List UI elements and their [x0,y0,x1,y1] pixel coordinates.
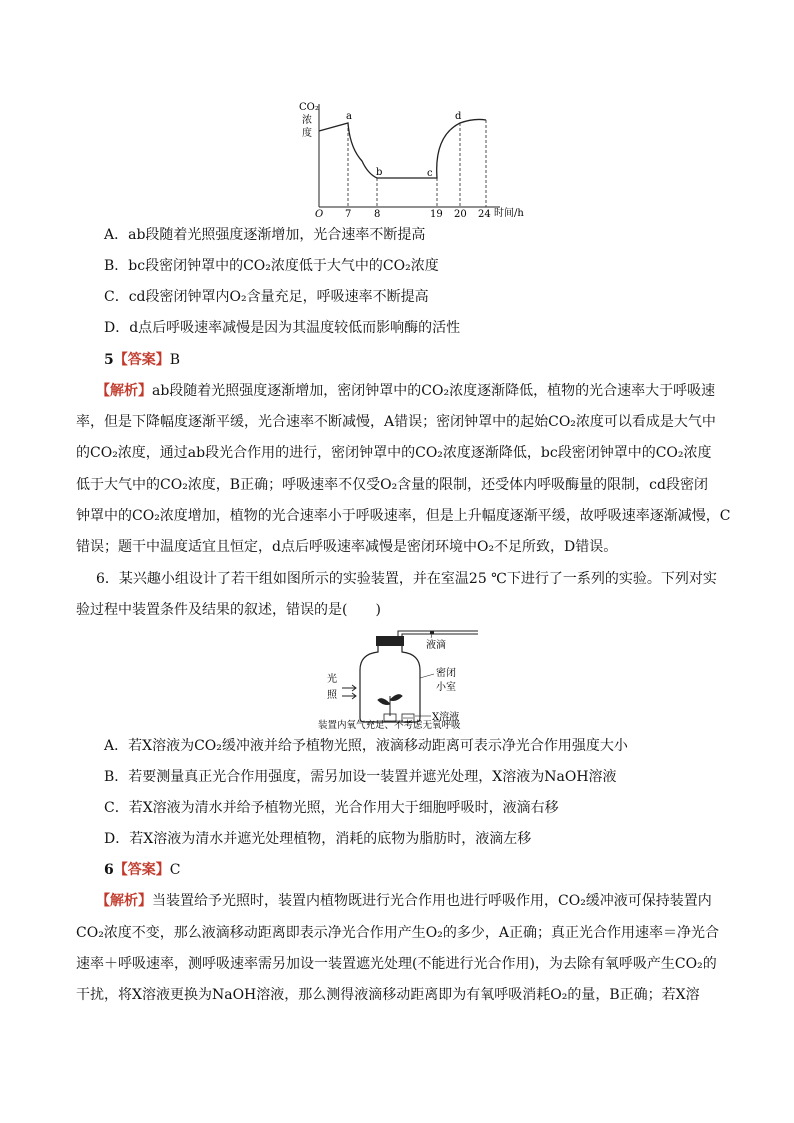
tick-20: 20 [454,209,467,220]
q5-option-d: D．d点后呼吸速率减慢是因为其温度较低而影响酶的活性 [104,320,461,336]
q6-answer-number: 6 [104,862,114,878]
q6-answer-tag: 【答案】 [113,862,170,878]
graph-curve [319,119,486,178]
chamber-label-2: 小室 [436,682,456,693]
q5-answer-number: 5 [104,352,114,368]
q6-option-c: C．若X溶液为清水并给予植物光照，光合作用大于细胞呼吸时，液滴右移 [104,800,559,816]
q6-option-a: A．若X溶液为CO₂缓冲液并给予植物光照，液滴移动距离可表示净光合作用强度大小 [104,738,628,754]
q6-analysis-line-2: CO₂浓度不变，那么液滴移动距离即表示净光合作用产生O₂的多少，A正确；真正光合作用速率＝净光合 [76,925,719,941]
light-label-1: 光 [327,674,337,685]
graph-origin: O [315,209,324,220]
tick-19: 19 [430,209,443,220]
figure-caption: 装置内氧气充足、不考虑无氧呼吸 [318,720,461,730]
q6-option-d: D．若X溶液为清水并遮光处理植物，消耗的底物为脂肪时，液滴左移 [104,831,532,847]
q6-answer [104,860,730,880]
q6-answer-value: C [169,862,181,878]
q5-option-c: C．cd段密闭钟罩内O₂含量充足，呼吸速率不断提高 [104,289,429,305]
q6-option-b: B．若要测量真正光合作用强度，需另加设一装置并遮光处理，X溶液为NaOH溶液 [104,769,617,785]
q6-analysis-tag: 【解析】 [96,893,152,909]
q5-analysis-line-4: 低于大气中的CO₂浓度，B正确；呼吸速率不仅受O₂含量的限制，还受体内呼吸酶量的限制，cd段密闭 [76,477,708,493]
q5-answer-value: B [169,352,181,368]
graph-y-label-2: 浓 [302,115,312,126]
chamber-label-1: 密闭 [436,668,456,679]
q6-analysis-line-4: 干扰，将X溶液更换为NaOH溶液，那么测得液滴移动距离即为有氧呼吸消耗O₂的量，B正确；若X溶 [76,987,700,1003]
solution-label: X溶液 [432,712,460,723]
graph-y-label-3: 度 [302,128,312,139]
q6-stem-line-2: 验过程中装置条件及结果的叙述，错误的是( ) [76,602,381,618]
light-arrow-1-icon [342,685,356,691]
q6-analysis-line-3: 速率＋呼吸速率，测呼吸速率需另加设一装置遮光处理(不能进行光合作用)，为去除有氧呼吸产生CO₂的 [76,956,717,972]
light-label-2: 照 [327,690,337,701]
drop-label: 液滴 [426,640,446,651]
q5-analysis-tag: 【解析】 [96,383,152,399]
point-d: d [455,111,462,122]
q6-analysis-line-1 [96,891,730,911]
q5-analysis-text-1: ab段随着光照强度逐渐增加，密闭钟罩中的CO₂浓度逐渐降低，植物的光合速率大于呼吸速 [152,383,716,399]
graph-y-label-1: CO₂ [299,102,319,113]
tick-8: 8 [374,209,381,220]
q5-analysis-line-3: 的CO₂浓度，通过ab段光合作用的进行，密闭钟罩中的CO₂浓度逐渐降低，bc段密闭钟罩中的CO₂浓度 [76,445,712,461]
q5-analysis-line-5: 钟罩中的CO₂浓度增加，植物的光合速率小于呼吸速率，但是上升幅度逐渐平缓，故呼吸速率逐渐减慢，C [76,508,731,524]
chamber-pointer [420,674,434,678]
q5-answer [104,350,730,370]
q5-option-b: B．bc段密闭钟罩中的CO₂浓度低于大气中的CO₂浓度 [104,258,439,274]
q5-analysis-line-2: 率，但是下降幅度逐渐平缓，光合速率不断减慢，A错误；密闭钟罩中的起始CO₂浓度可以看成是大气中 [76,414,716,430]
point-a: a [346,111,352,122]
point-c: c [427,168,433,179]
co2-concentration-graph [290,96,540,220]
point-b: b [376,167,383,178]
graph-x-unit: 时间/h [494,208,524,219]
bottle-stopper [376,636,404,646]
glass-tube-inner [402,634,478,636]
tick-24: 24 [478,209,491,220]
q5-analysis-line-1 [96,381,730,401]
liquid-drop-icon [430,631,434,634]
light-arrow-2-icon [342,693,356,699]
q6-analysis-text-1: 当装置给予光照时，装置内植物既进行光合作用也进行呼吸作用，CO₂缓冲液可保持装置内 [152,893,712,909]
drop-pointer [431,634,432,638]
q5-analysis-line-6: 错误；题干中温度适宜且恒定，d点后呼吸速率减慢是密闭环境中O₂不足所致，D错误。 [76,539,618,555]
experiment-apparatus-figure [318,630,518,730]
tick-7: 7 [345,209,352,220]
plant-icon [378,695,402,716]
q5-option-a: A．ab段随着光照强度逐渐增加，光合速率不断提高 [104,227,426,243]
q6-stem-line-1: 6．某兴趣小组设计了若干组如图所示的实验装置，并在室温25 ℃下进行了一系列的实验。下列对实 [96,571,717,587]
q5-answer-tag: 【答案】 [113,352,170,368]
